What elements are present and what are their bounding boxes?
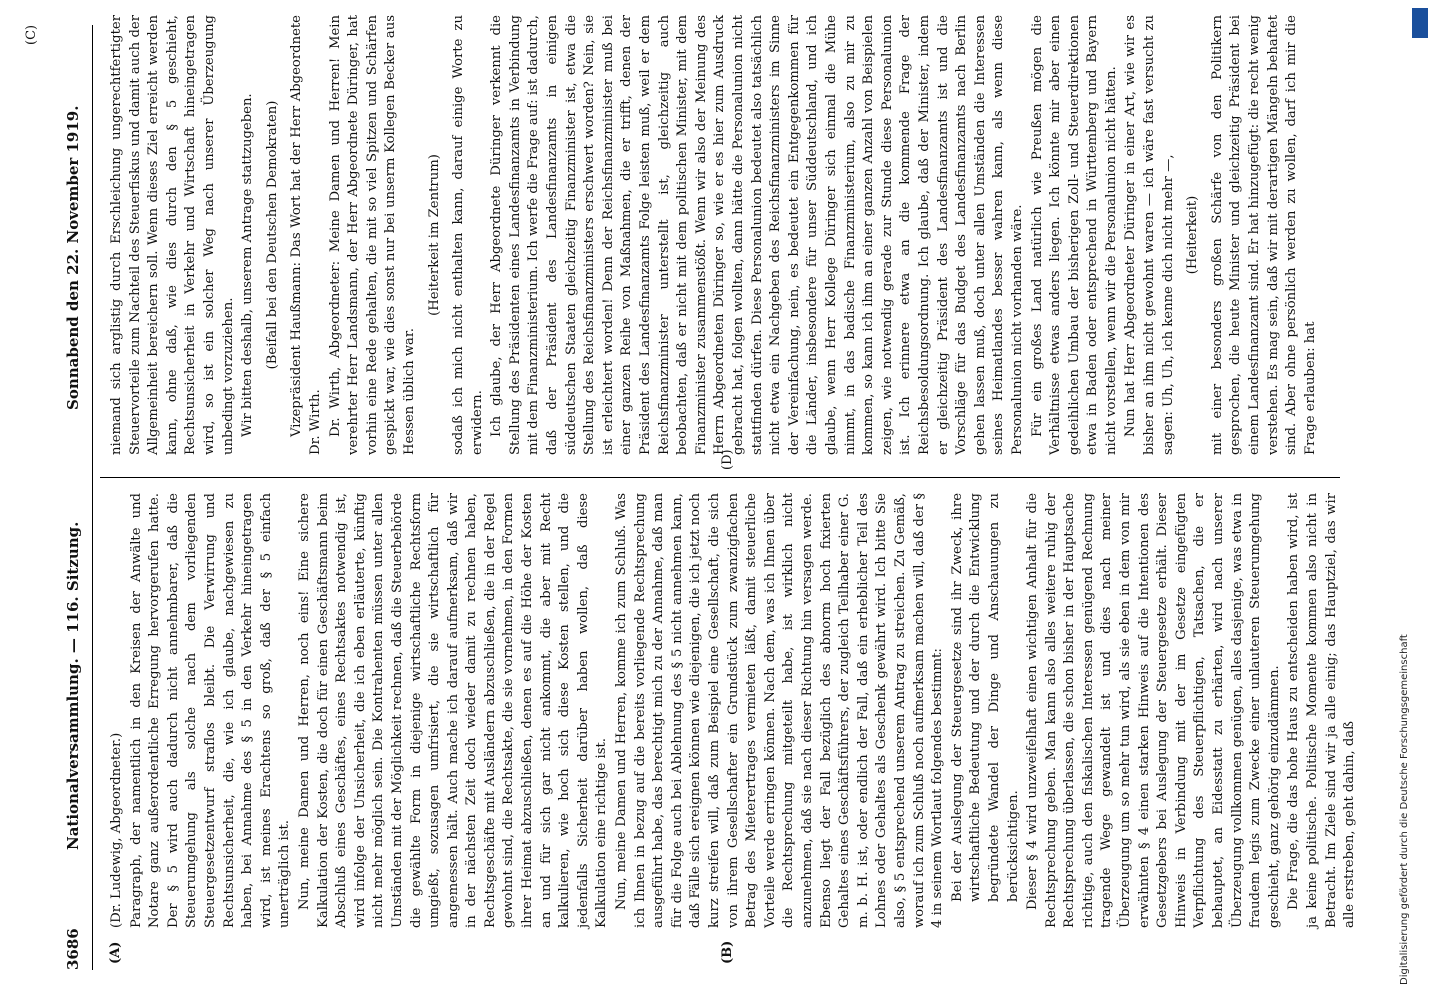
paragraph: Nun hat Herr Abgeordneter Düringer in einer Art, wie wir es bisher an ihm nicht gewohnt waren — ich wäre fast versucht zu sagen: Uh, Uh, ich kenne dich nicht mehr —,: [1123, 15, 1176, 455]
stage-direction: (Beifall bei den Deutschen Demokraten): [264, 100, 280, 370]
paragraph: Nun, meine Damen und Herren, noch eins! Eine sichere Kalkulation der Kosten, die doch für einen Geschäftsmann beim Abschluß eines Geschäftes, eines Rechtsaktes notwendig ist, wird infolge der Unsicherheit, die ich eben erläuterte, künftig nicht mehr möglich sein. Die Kontrahenten müssen unter allen Umständen mit der Möglichkeit rechnen, daß die Steuerbehörde die gewählte Form in diejenige wirtschaftliche Rechtsform umgießt, sozusagen umfrisiert, die sie wirtschaftlich für angemessen hält. Auch mache ich darauf aufmerksam, daß wir in der nächsten Zeit doch wieder damit zu rechnen haben, Rechtsgeschäfte mit Ausländern abzuschließen, die in der Regel gewohnt sind, die Rechtsakte, die sie vornehmen, in den Formen ihrer Heimat abzuschließen, denen es auf die Höhe der Kosten an und für sich gar nicht ankommt, die aber mit Recht kalkulieren, wie hoch sich diese Kosten stellen, und die jedenfalls Sicherheit darüber haben wollen, daß diese Kalkulation eine richtige ist.: [296, 493, 610, 928]
speaker-note: (Dr. Ludewig, Abgeordneter.): [109, 732, 124, 928]
stage-direction: (Heiterkeit im Zentrum): [426, 154, 442, 316]
paragraph: Dr. Wirth, Abgeordneter: Meine Damen und Herren! Mein verehrter Herr Landsmann, der Herr Abgeordnete Düringer, hat vorhin eine Rede gehalten, die mit so viel Spitzen und Schärfen gespickt war, wie dies sonst nur bei unserm Kollegen Becker aus Hessen üblich war.: [327, 15, 417, 455]
right-column: [108, 15, 1338, 455]
speaker-intro: Vizepräsident Haußmann: Das Wort hat der Herr Abgeordnete Dr. Wirth.: [289, 15, 323, 455]
page-header: [60, 25, 93, 970]
paragraph: sodaß ich mich nicht enthalten kann, darauf einige Worte zu erwidern.: [451, 15, 485, 455]
quoted-law-text: Bei der Auslegung der Steuergesetze sind ihr Zweck, ihre wirtschaftliche Bedeutung und der durch die Entwicklung begründete Wandel der Dinge und Anschauungen zu berücksichtigen.: [949, 493, 1021, 902]
stage-direction: (Heiterkeit): [1185, 195, 1201, 275]
paragraph: mit einer besonders großen Schärfe von den Politikern gesprochen, die heute Minister und gleichzeitig Präsident bei einem Landesfinanzamt sind. Er hat hinzugefügt: die recht wenig verstehen. Es mag sein, daß wir mit derartigen Mängeln behaftet sind. Aber ohne persönlich werden zu wollen, darf ich mir die Frage erlauben: hat: [1209, 15, 1318, 455]
paragraph: Ich glaube, der Herr Abgeordnete Düringer verkennt die Stellung des Präsidenten eines Landesfinanzamts in Verbindung mit dem Finanzministerium. Ich werfe die Frage auf: ist dadurch, daß der Präsident des Landesfinanzamts in einigen süddeutschen Staaten gleichzeitig Finanzminister ist, etwa die Stellung des Reichsfinanzministers erschwert worden? Nein, sie ist erleichtert worden! Denn der Reichsfinanzminister muß bei einer ganzen Reihe von Maßnahmen, die er trifft, denen der Präsident des Landesfinanzamts Folge leisten muß, weil er dem Reichsfinanzminister unterstellt ist, gleichzeitig auch beobachten, daß er nicht mit dem politischen Minister, mit dem Finanzminister zusammenstößt. Wenn wir also der Meinung des Herrn Abgeordneten Düringer so, wie er es hier zum Ausdruck gebracht hat, folgen wollten, dann hätte die Personalunion nicht stattfinden dürfen. Diese Personalunion bedeutet also tatsächlich nicht etwa ein Nachgeben des Reichsfinanzministers im Sinne der Vereinfachung, nein, es bedeutet ein Entgegenkommen für die Länder, insbesondere für unser Süddeutschland, und ich glaube, wenn Herr Kollege Düringer sich einmal die Mühe nimmt, in das badische Finanzministerium, also zu mir zu kommen, so kann ich ihm an einer ganzen Anzahl von Beispielen zeigen, wie notwendig gerade zur Stunde diese Personalunion ist. Ich erinnere etwa an die kommende Frage der Reichsbesoldungsordnung. Ich glaube, daß der Minister, indem er gleichzeitig Präsident des Landesfinanzamts ist und die Vorschläge für das Budget des Landesfinanzamts nach Berlin gehen lassen muß, doch unter allen Umständen die Interessen seines Heimatlandes besser wahren kann, als wenn diese Personalunion nicht vorhanden wäre.: [489, 15, 1025, 455]
paragraph: Die Frage, die das hohe Haus zu entscheiden haben wird, ist ja keine politische. Politische Momente kommen also nicht in Betracht. Im Ziele sind wir ja alle einig; das Hauptziel, das wir alle erstreben, geht dahin, daß: [1286, 493, 1358, 928]
left-column: [108, 493, 1358, 928]
paragraph: Nun, meine Damen und Herren, komme ich zum Schluß. Was ich Ihnen in bezug auf die bereits vorliegende Rechtsprechung ausgeführt habe, das berechtigt mich zu der Annahme, daß man für die Folge auch bei Ablehnung des § 5 nicht annehmen kann, daß Fälle sich ereignen können wie diejenigen, die ich jetzt noch kurz streifen will, daß zum Beispiel eine Gesellschaft, die sich von ihrem Gesellschafter ein Grundstück zum zwanzigfachen Betrag des Mieterertrages vermieten läßt, damit steuerliche Vorteile werde erringen können. Nach dem, was ich Ihnen über die Rechtsprechung mitgeteilt habe, ist wirklich nicht anzunehmen, daß sie nach dieser Richtung hin versagen werde. Ebenso liegt der Fall bezüglich des abnorm hoch fixierten Gehaltes eines Geschäftsführers, der zugleich Teilhaber einer G. m. b. H. ist, oder endlich der Fall, daß ein erheblicher Teil des Lohnes oder Gehaltes als Geschenk gewährt wird. Ich bitte Sie also, § 5 entsprechend unserem Antrag zu streichen. Zu Gemäß, worauf ich zum Schluß noch aufmerksam machen will, daß der § 4 in seinem Wortlaut folgendes bestimmt:: [614, 493, 946, 928]
session-title: Nationalversammlung. — 116. Sitzung.: [64, 521, 82, 850]
margin-marker-a: (A): [108, 941, 123, 964]
margin-marker-b: (B): [720, 940, 735, 964]
margin-marker-c: (C): [24, 24, 39, 45]
margin-marker-d: (D): [720, 449, 735, 470]
digitization-text: Digitalisierung gefördert durch die Deutsche Forschungsgemeinschaft: [1399, 634, 1410, 985]
paragraph: Paragraph, der namentlich in den Kreisen der Anwälte und Notare ganz außerordentliche Erregung hervorgerufen hatte. Der § 5 wird auch dadurch nicht annehmbarer, daß die Steuerumgehung als solche nach dem vorliegenden Steuergesetzentwurf straflos bleibt. Die Verwirrung und Rechtsunsicherheit, die, wie ich glaube, nachgewiesen zu haben, bei Annahme des § 5 in den Verkehr hineingetragen wird, ist meines Erachtens so groß, daß der § 5 einfach unerträglich ist.: [128, 493, 293, 928]
paragraph: Für ein großes Land natürlich wie Preußen mögen die Verhältnisse etwas anders liegen. Ich könnte mir aber einen gedeihlichen Umbau der bisherigen Zoll- und Steuerdirektionen etwa in Baden oder entsprechend in Württemberg und Bayern nicht vorstellen, wenn wir die Personalunion nicht hätten.: [1029, 15, 1119, 455]
paragraph: Wir bitten deshalb, unserem Antrage stattzugeben.: [240, 93, 256, 437]
paragraph: Dieser § 4 wird unzweifelhaft einen wichtigen Anhalt für die Rechtsprechung geben. Man kann also alles weitere ruhig der Rechtsprechung überlassen, die schon bisher in der Hauptsache richtige, auch den fiskalischen Interessen genügend Rechnung tragende Wege gewandelt ist und dies nach meiner Überzeugung um so mehr tun wird, als sie eben in dem von mir erwähnten § 4 einen starken Hinweis auf die Intentionen des Gesetzgebers bei Auslegung der Steuergesetze erhält. Dieser Hinweis in Verbindung mit der im Gesetze eingefügten Verpflichtung des Steuerpflichtigen, Tatsachen, die er behauptet, an Eidesstatt zu erhärten, wird nach unserer Überzeugung vollkommen genügen, alles dasjenige, was etwa in fraudem legis zum Zwecke einer unlauteren Steuerumgehung geschieht, ganz gehörig einzudämmen.: [1025, 493, 1282, 928]
dfg-logo: [1412, 8, 1428, 38]
column-divider: [100, 477, 1340, 478]
paragraph: niemand sich arglistig durch Erschleichung ungerechtfertigter Steuervorteile zum Nachteil des Steuerfiskus und damit auch der Allgemeinheit bereichern soll. Wenn dieses Ziel erreicht werden kann, ohne daß, wie dies durch den § 5 geschieht, Rechtsunsicherheit in Verkehr und Wirtschaft hineingetragen wird, so ist ein solcher Weg nach unserer Überzeugung unbedingt vorzuziehen.: [109, 15, 236, 455]
digitization-note: [1395, 10, 1423, 995]
session-date: Sonnabend den 22. November 1919.: [64, 105, 82, 410]
page-number: 3686: [64, 928, 82, 970]
